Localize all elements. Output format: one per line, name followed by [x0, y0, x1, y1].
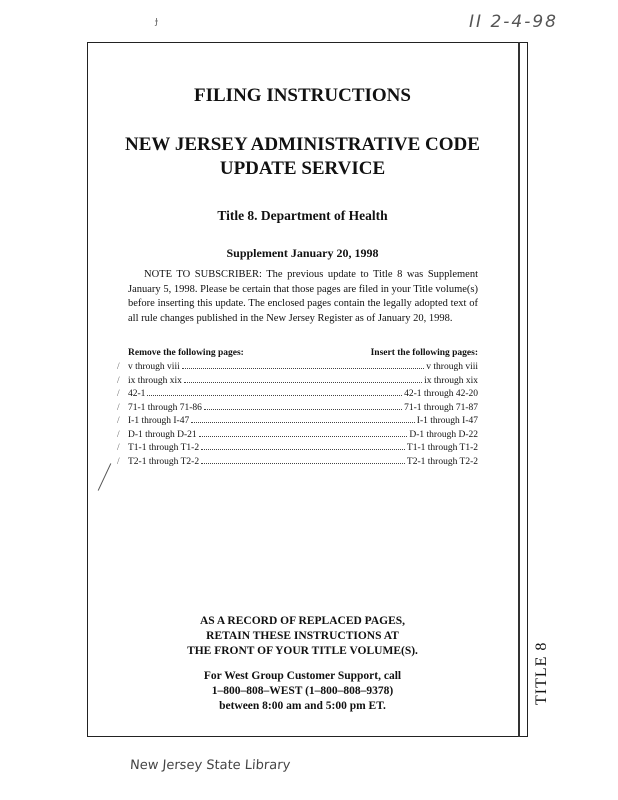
page-row [117, 362, 478, 376]
record-line1: AS A RECORD OF REPLACED PAGES, [199, 615, 406, 627]
insert-pages: ix through xix [424, 375, 478, 386]
remove-pages: ix through xix [128, 375, 182, 386]
check-mark: / [117, 416, 120, 426]
customer-support [87, 669, 518, 714]
remove-pages: v through viii [128, 362, 180, 372]
insert-pages: I-1 through I-47 [416, 416, 478, 426]
dot-leader [184, 382, 422, 383]
record-instructions [87, 614, 518, 659]
insert-pages: T2-1 through T2-2 [406, 456, 478, 467]
dot-leader [204, 409, 402, 410]
supplement-date: Supplement January 20, 1998 [226, 246, 379, 260]
insert-pages: 71-1 through 71-87 [404, 402, 478, 413]
subscriber-note: NOTE TO SUBSCRIBER: The previous update to Title 8 was Supplement January 5, 1998. Please be certain that those pages are filed in your Title volume(s) before inserting this update. The enclosed pages contain the legally adopted text of all rule changes published in the New Jersey Register as of January 20, 1998. [128, 269, 478, 324]
support-phone: 1–800–808–WEST (1–800–808–9378) [211, 685, 394, 697]
remove-column-header: Remove the following pages: [128, 348, 244, 358]
page-row [117, 416, 478, 430]
code-title [87, 133, 518, 181]
insert-pages: T1-1 through T1-2 [406, 443, 478, 453]
code-title-line2: UPDATE SERVICE [219, 158, 386, 179]
check-mark: / [117, 456, 120, 467]
check-mark: / [117, 429, 120, 440]
dot-leader [201, 449, 405, 450]
dot-leader [191, 422, 415, 423]
binder-spine-line [518, 42, 520, 737]
remove-pages: T2-1 through T2-2 [128, 456, 200, 467]
stray-mark: ɟ [155, 14, 159, 27]
code-title-line1: NEW JERSEY ADMINISTRATIVE CODE [125, 134, 480, 155]
remove-pages: D-1 through D-21 [128, 429, 197, 440]
page-row [117, 403, 478, 417]
side-title-label: TITLE 8 [533, 641, 550, 705]
dot-leader [199, 436, 408, 437]
remove-pages: 42-1 [128, 389, 146, 399]
handwritten-date-note: II 2-4-98 [469, 12, 558, 32]
support-line1: For West Group Customer Support, call [203, 670, 402, 682]
check-mark: / [117, 375, 120, 386]
dot-leader [182, 368, 425, 369]
page-row [117, 457, 478, 471]
filing-instructions-title: FILING INSTRUCTIONS [194, 85, 411, 106]
dot-leader [147, 395, 402, 396]
record-line2: RETAIN THESE INSTRUCTIONS AT [206, 630, 399, 642]
check-mark: / [117, 402, 120, 413]
insert-pages: 42-1 through 42-20 [404, 389, 478, 399]
page-replacement-list [117, 362, 478, 470]
remove-pages: I-1 through I-47 [128, 416, 190, 426]
remove-pages: 71-1 through 71-86 [128, 402, 202, 413]
check-mark: / [117, 389, 120, 399]
support-hours: between 8:00 am and 5:00 pm ET. [219, 700, 386, 712]
check-mark: / [117, 362, 120, 372]
insert-pages: v through viii [426, 362, 478, 372]
page-row [117, 376, 478, 390]
page-row [117, 389, 478, 403]
check-mark: / [117, 443, 120, 453]
dot-leader [201, 463, 405, 464]
page-row [117, 430, 478, 444]
page-row [117, 443, 478, 457]
insert-column-header: Insert the following pages: [370, 348, 478, 358]
page-columns-header [128, 348, 478, 358]
remove-pages: T1-1 through T1-2 [128, 443, 200, 453]
library-stamp: New Jersey State Library [129, 758, 291, 773]
title-subject: Title 8. Department of Health [217, 208, 388, 223]
insert-pages: D-1 through D-22 [409, 429, 478, 440]
record-line3: THE FRONT OF YOUR TITLE VOLUME(S). [187, 645, 418, 657]
